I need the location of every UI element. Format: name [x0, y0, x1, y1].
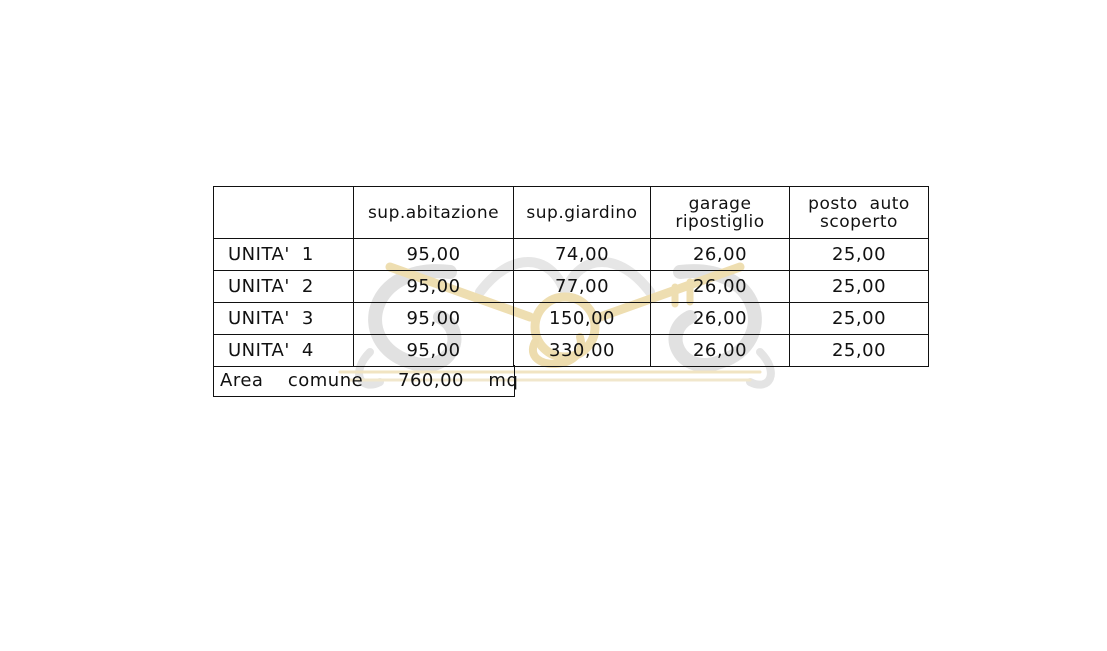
cell-garage: 26,00 — [651, 239, 790, 271]
unit-number: 3 — [301, 308, 314, 329]
table-header-row — [214, 187, 929, 239]
header-garage-line1: garage — [688, 193, 752, 214]
unit-label-cell — [214, 303, 354, 335]
header-sup-giardino: sup.giardino — [514, 187, 651, 239]
unit-label: UNITA' — [228, 244, 290, 265]
cell-giardino: 74,00 — [514, 239, 651, 271]
cell-posto-auto: 25,00 — [790, 239, 929, 271]
unit-label-cell — [214, 239, 354, 271]
cell-garage: 26,00 — [651, 271, 790, 303]
unit-label: UNITA' — [228, 276, 290, 297]
cell-abitazione: 95,00 — [354, 335, 514, 367]
unit-number: 1 — [301, 244, 314, 265]
units-table — [213, 186, 929, 367]
cell-abitazione: 95,00 — [354, 303, 514, 335]
cell-posto-auto: 25,00 — [790, 271, 929, 303]
table-row — [214, 271, 929, 303]
cell-abitazione: 95,00 — [354, 271, 514, 303]
header-garage-ripostiglio — [651, 187, 790, 239]
header-posto-line2: scoperto — [820, 211, 898, 232]
cell-garage: 26,00 — [651, 335, 790, 367]
unit-label: UNITA' — [228, 340, 290, 361]
header-garage-line2: ripostiglio — [675, 211, 765, 232]
cell-garage: 26,00 — [651, 303, 790, 335]
cell-posto-auto: 25,00 — [790, 303, 929, 335]
area-comune-row — [213, 365, 519, 397]
unit-label-cell — [214, 271, 354, 303]
header-posto-line1: posto auto — [808, 193, 910, 214]
table-row — [214, 303, 929, 335]
cell-posto-auto: 25,00 — [790, 335, 929, 367]
cell-abitazione: 95,00 — [354, 239, 514, 271]
cell-giardino: 330,00 — [514, 335, 651, 367]
cell-giardino: 150,00 — [514, 303, 651, 335]
table-row — [214, 239, 929, 271]
unit-number: 4 — [301, 340, 314, 361]
table-row — [214, 335, 929, 367]
area-comune-value: 760,00 mq — [398, 370, 519, 391]
header-posto-auto — [790, 187, 929, 239]
cell-giardino: 77,00 — [514, 271, 651, 303]
header-sup-abitazione: sup.abitazione — [354, 187, 514, 239]
unit-number: 2 — [301, 276, 314, 297]
header-empty-cell — [214, 187, 354, 239]
area-comune-label: Area comune — [220, 370, 364, 391]
unit-label-cell — [214, 335, 354, 367]
unit-label: UNITA' — [228, 308, 290, 329]
